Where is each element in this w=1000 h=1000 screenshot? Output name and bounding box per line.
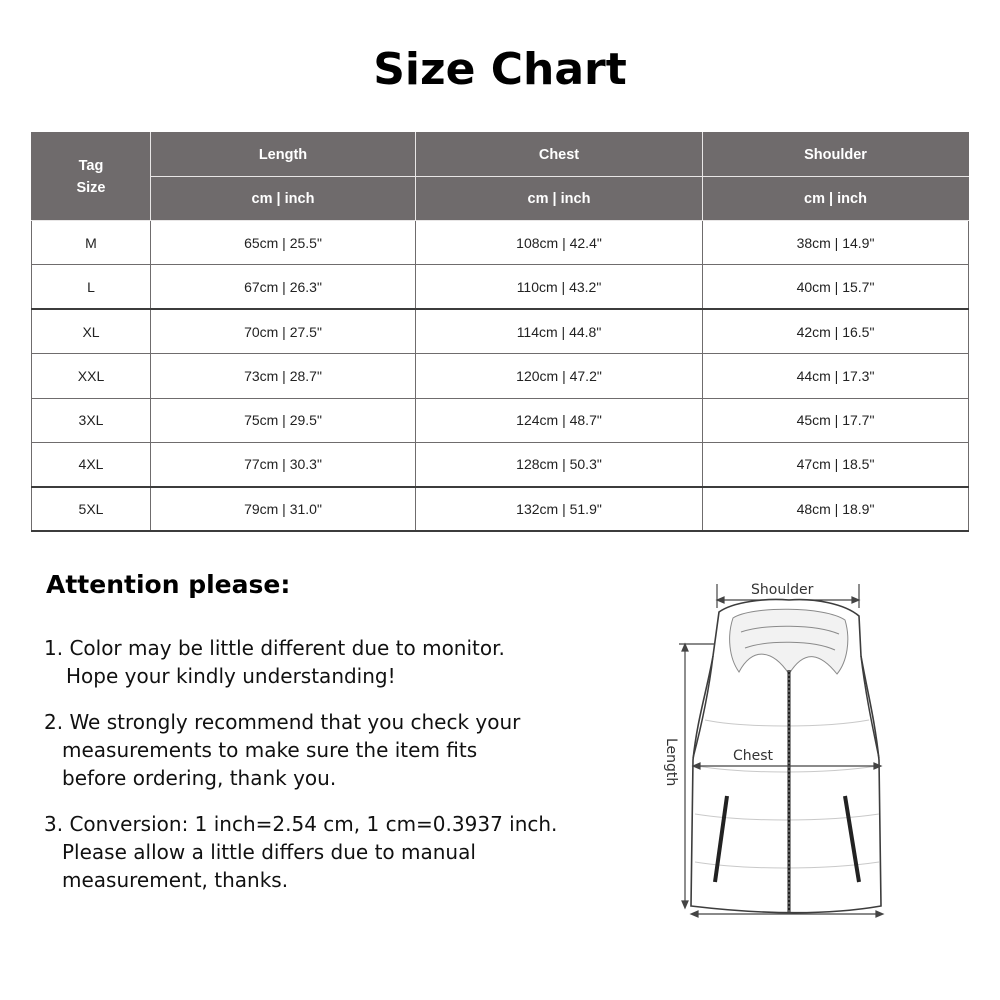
note-line: before ordering, thank you. — [62, 766, 337, 790]
size-table — [31, 132, 969, 532]
table-row — [32, 398, 969, 442]
size-cell: 3XL — [32, 398, 151, 442]
tag-size-header-line1: Tag — [78, 157, 104, 174]
chest-cell: 128cm | 50.3" — [416, 442, 703, 486]
shoulder-cell: 42cm | 16.5" — [703, 309, 969, 353]
table-row — [32, 309, 969, 353]
chest-cell: 132cm | 51.9" — [416, 487, 703, 531]
shoulder-cell: 44cm | 17.3" — [703, 354, 969, 398]
size-cell: L — [32, 265, 151, 309]
note-line: Please allow a little differs due to manual — [62, 840, 476, 864]
length-cell: 65cm | 25.5" — [151, 221, 416, 265]
tag-size-header — [32, 133, 151, 221]
table-row — [32, 265, 969, 309]
vest-measurement-diagram — [655, 570, 895, 930]
size-cell: 4XL — [32, 442, 151, 486]
shoulder-cell: 38cm | 14.9" — [703, 221, 969, 265]
note-line: measurement, thanks. — [62, 868, 289, 892]
note-line: measurements to make sure the item fits — [62, 738, 478, 762]
shoulder-cell: 47cm | 18.5" — [703, 442, 969, 486]
table-row — [32, 442, 969, 486]
length-cell: 75cm | 29.5" — [151, 398, 416, 442]
note-color — [44, 634, 604, 690]
length-header: Length — [151, 133, 416, 177]
shoulder-header: Shoulder — [703, 133, 969, 177]
table-row — [32, 221, 969, 265]
size-cell: M — [32, 221, 151, 265]
note-line: Hope your kindly understanding! — [66, 664, 396, 688]
shoulder-cell: 45cm | 17.7" — [703, 398, 969, 442]
length-cell: 77cm | 30.3" — [151, 442, 416, 486]
shoulder-cell: 48cm | 18.9" — [703, 487, 969, 531]
chest-cell: 120cm | 47.2" — [416, 354, 703, 398]
attention-notes — [44, 634, 604, 912]
size-cell: XXL — [32, 354, 151, 398]
hooded-vest-illustration — [655, 570, 895, 930]
chest-header: Chest — [416, 133, 703, 177]
table-row — [32, 354, 969, 398]
table-row — [32, 487, 969, 531]
shoulder-cell: 40cm | 15.7" — [703, 265, 969, 309]
length-cell: 70cm | 27.5" — [151, 309, 416, 353]
note-conversion — [44, 810, 604, 894]
size-cell: XL — [32, 309, 151, 353]
chest-label: Chest — [733, 748, 774, 764]
attention-heading: Attention please: — [46, 570, 291, 599]
page-title: Size Chart — [373, 44, 627, 95]
length-unit-header: cm | inch — [151, 177, 416, 221]
chest-cell: 124cm | 48.7" — [416, 398, 703, 442]
shoulder-unit-header: cm | inch — [703, 177, 969, 221]
size-cell: 5XL — [32, 487, 151, 531]
chest-cell: 108cm | 42.4" — [416, 221, 703, 265]
note-line: 2. We strongly recommend that you check your — [44, 710, 521, 734]
length-cell: 67cm | 26.3" — [151, 265, 416, 309]
chest-cell: 114cm | 44.8" — [416, 309, 703, 353]
chest-cell: 110cm | 43.2" — [416, 265, 703, 309]
note-measurements — [44, 708, 604, 792]
shoulder-label: Shoulder — [751, 582, 814, 598]
note-line: 1. Color may be little different due to monitor. — [44, 636, 505, 660]
length-cell: 79cm | 31.0" — [151, 487, 416, 531]
note-line: 3. Conversion: 1 inch=2.54 cm, 1 cm=0.3937 inch. — [44, 812, 558, 836]
chest-unit-header: cm | inch — [416, 177, 703, 221]
length-cell: 73cm | 28.7" — [151, 354, 416, 398]
tag-size-header-line2: Size — [76, 179, 106, 196]
length-label: Length — [663, 738, 679, 787]
